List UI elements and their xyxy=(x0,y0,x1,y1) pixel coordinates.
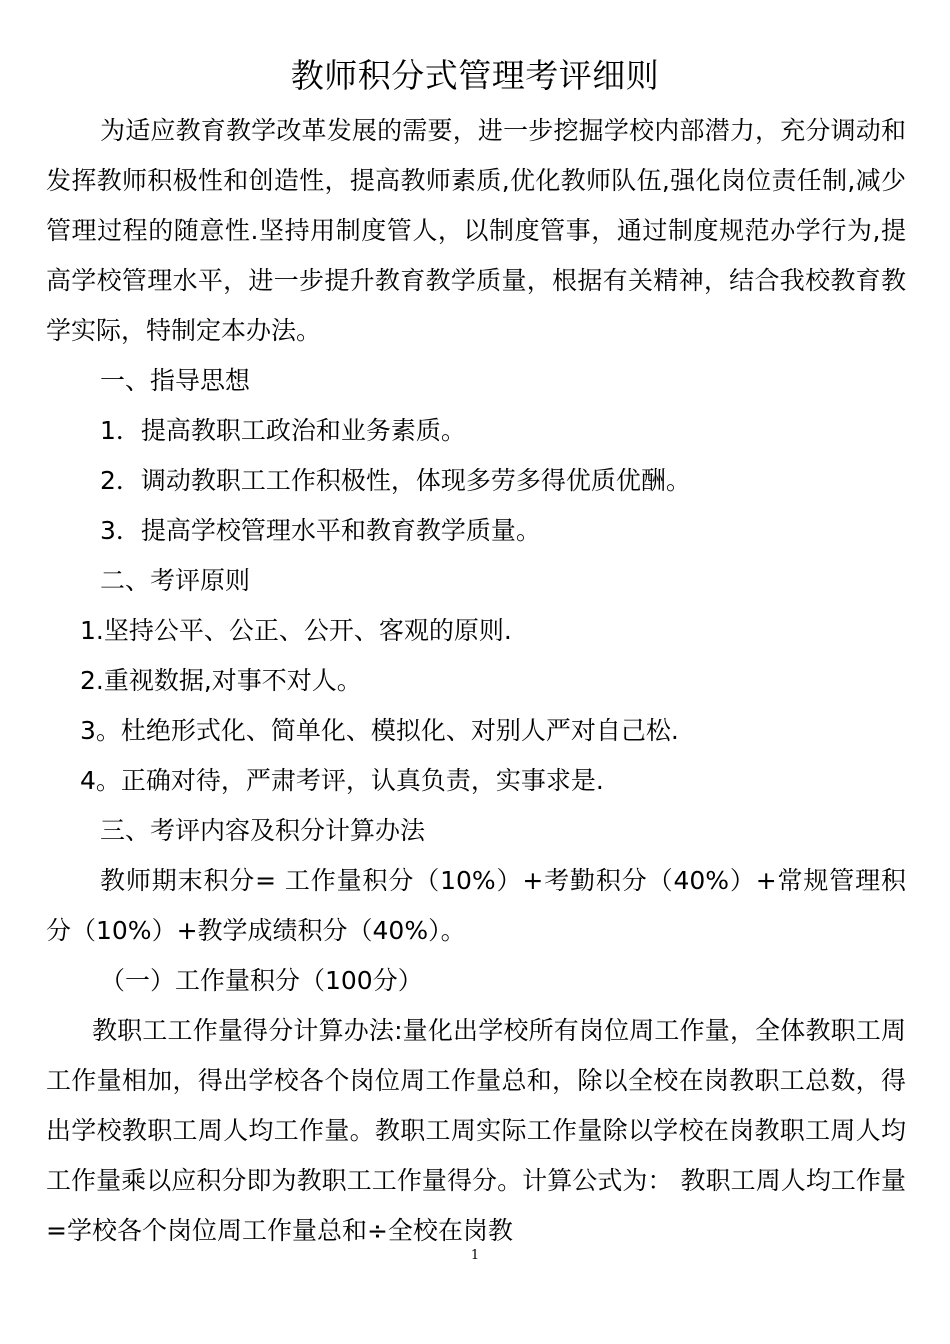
section-heading-evaluation-content: 三、考评内容及积分计算办法 xyxy=(100,816,426,845)
list-item: 2．调动教职工工作积极性，体现多劳多得优质优酬。 xyxy=(100,466,691,495)
document-title: 教师积分式管理考评细则 xyxy=(290,56,660,95)
intro-paragraph: 为适应教育教学改革发展的需要，进一步挖掘学校内部潜力，充分调动和发挥教师积极性和创造性，提高教师素质,优化教师队伍,强化岗位责任制,减少管理过程的随意性.坚持用制度管人，以制度管事，通过制度规范办学行为,提高学校管理水平，进一步提升教育教学质量，根据有关精神，结合我校教育教学实际，特制定本办法。 xyxy=(46,116,906,345)
subsection-heading-workload: （一）工作量积分（100分） xyxy=(100,966,423,995)
score-formula-paragraph: 教师期末积分= 工作量积分（10%）+考勤积分（40%）+常规管理积分（10%）+教学成绩积分（40%）。 xyxy=(46,866,906,945)
section-heading-evaluation-principles: 二、考评原则 xyxy=(100,566,251,595)
list-item: 1．提高教职工政治和业务素质。 xyxy=(100,416,466,445)
list-item: 4。正确对待，严肃考评，认真负责，实事求是. xyxy=(80,766,604,795)
document-body xyxy=(46,106,906,1256)
section-heading-guiding-thoughts: 一、指导思想 xyxy=(100,366,251,395)
workload-paragraph: 教职工工作量得分计算办法:量化出学校所有岗位周工作量，全体教职工周工作量相加，得出学校各个岗位周工作量总和，除以全校在岗教职工总数，得出学校教职工周人均工作量。教职工周实际工作量除以学校在岗教职工周人均工作量乘以应积分即为教职工工作量得分。计算公式为： 教职工周人均工作量=学校各个岗位周工作量总和÷全校在岗教 xyxy=(46,1016,906,1245)
list-item: 3。杜绝形式化、简单化、模拟化、对别人严对自己松. xyxy=(80,716,679,745)
list-item: 3．提高学校管理水平和教育教学质量。 xyxy=(100,516,541,545)
list-item: 1.坚持公平、公正、公开、客观的原则. xyxy=(80,616,512,645)
list-item: 2.重视数据,对事不对人。 xyxy=(80,666,362,695)
page-number: 1 xyxy=(470,1248,480,1263)
